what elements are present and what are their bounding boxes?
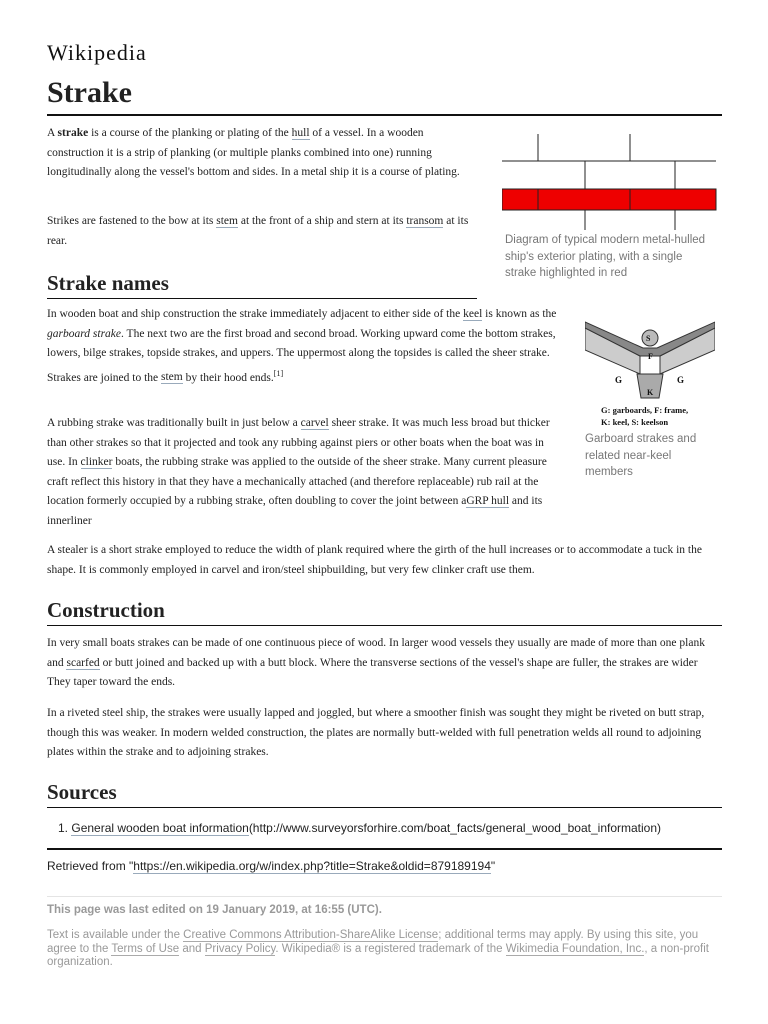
section-heading-construction: Construction bbox=[47, 598, 722, 626]
link-terms-of-use[interactable]: Terms of Use bbox=[111, 942, 180, 955]
source-url: (http://www.surveyorsforhire.com/boat_facts/general_wood_boat_information) bbox=[248, 821, 662, 835]
license-text bbox=[47, 929, 722, 970]
svg-text:S: S bbox=[646, 334, 651, 343]
label-f: F bbox=[648, 352, 653, 361]
strake-names-paragraph-1 bbox=[47, 305, 557, 388]
intro-paragraph-2 bbox=[47, 212, 477, 251]
label-g-right: G bbox=[677, 375, 685, 385]
link-stem-2[interactable]: stem bbox=[161, 371, 183, 384]
link-wikimedia[interactable]: Wikimedia Foundation, Inc. bbox=[505, 942, 645, 955]
link-grp-hull[interactable]: GRP hull bbox=[466, 495, 510, 507]
text-run: Text is available under the bbox=[47, 929, 184, 941]
divider bbox=[47, 848, 722, 850]
link-hull[interactable]: hull bbox=[291, 127, 310, 139]
citation-1[interactable]: [1] bbox=[273, 368, 284, 378]
text-run: , a non-profit organization. bbox=[47, 942, 709, 968]
text-run: of a vessel. In a wooden construction it is a strip of planking (or multiple planks combined into one) running longitudinally along the vessel's bottom and sides. In a metal ship it is a course of plating. bbox=[47, 127, 460, 178]
page-title: Strake bbox=[47, 76, 722, 116]
link-clinker[interactable]: clinker bbox=[80, 456, 113, 468]
section-heading-strake-names: Strake names bbox=[47, 271, 477, 299]
construction-paragraph-1 bbox=[47, 634, 722, 693]
text-run: A rubbing strake was traditionally built in just below a bbox=[47, 417, 301, 429]
ship-plating-diagram[interactable] bbox=[502, 134, 718, 232]
text-run: or butt joined and backed up with a butt block. Where the transverse sections of the vessel's shape are fuller, the strakes are wider They taper toward the ends. bbox=[47, 656, 698, 688]
garboard-diagram[interactable] bbox=[585, 320, 715, 432]
text-run: ; additional terms may apply. By using this site, you agree to the bbox=[47, 929, 699, 955]
source-item-1 bbox=[58, 821, 718, 835]
figure-caption-garboard: Garboard strakes and related near-keel members bbox=[585, 433, 697, 478]
text-run: . The next two are the first broad and second broad. Working upward come the bottom strakes, lowers, bilge strakes, topside strakes, and uppers. The uppermost along the topsides is called the sheer strake. Strakes are joined to the bbox=[47, 327, 556, 384]
text-run: is known as the bbox=[482, 308, 557, 320]
text-run: Retrieved from " bbox=[47, 859, 134, 873]
link-privacy-policy[interactable]: Privacy Policy bbox=[204, 942, 276, 955]
label-g-left: G bbox=[615, 375, 623, 385]
text-run: and its innerliner bbox=[47, 495, 543, 527]
strake-names-paragraph-3: A stealer is a short strake employed to reduce the width of plank required where the girth of the hull increases or to accommodate a tuck in the shape. It is commonly employed in carvel and iron/steel shipbuilding, but very few clinker craft use them. bbox=[47, 544, 702, 576]
retrieved-from bbox=[47, 859, 722, 873]
link-carvel[interactable]: carvel bbox=[300, 417, 329, 429]
figure-caption-plating: Diagram of typical modern metal-hulled ship's exterior plating, with a single strake highlighted in red bbox=[505, 234, 706, 279]
strake-names-paragraph-2 bbox=[47, 414, 557, 531]
footer-divider bbox=[47, 896, 722, 897]
wikipedia-logo[interactable]: Wikipedia bbox=[47, 40, 147, 65]
term-garboard-strake: garboard strake bbox=[47, 327, 122, 340]
text-run: Strikes are fastened to the bow at its bbox=[47, 215, 217, 227]
construction-paragraph-2: In a riveted steel ship, the strakes were usually lapped and joggled, but where a smoother finish was sought they might be riveted on butt strap, though this was weaker. In modern welded construction, the plates are normally butt-welded with full penetration welds all round to adjoining plates within the strake and to adjoining strakes. bbox=[47, 707, 705, 758]
section-heading-sources: Sources bbox=[47, 780, 722, 808]
text-run: In very small boats strakes can be made of one continuous piece of wood. In larger wood vessels they usually are made of more than one plank and bbox=[47, 637, 705, 669]
link-stem[interactable]: stem bbox=[216, 215, 238, 227]
text-run: In wooden boat and ship construction the strake immediately adjacent to either side of the bbox=[47, 308, 464, 320]
link-scarfed[interactable]: scarfed bbox=[66, 656, 100, 669]
text-run: and bbox=[179, 942, 205, 955]
retrieved-link[interactable]: https://en.wikipedia.org/w/index.php?title=Strake&oldid=879189194 bbox=[133, 859, 491, 873]
link-cc-license[interactable]: Creative Commons Attribution-ShareAlike License bbox=[183, 929, 439, 941]
link-keel[interactable]: keel bbox=[463, 308, 483, 320]
text-run: sheer strake. It was much less broad but thicker than other strakes so that it projected and took any rubbing against piers or other boats when the boat was in use. In bbox=[47, 417, 550, 468]
intro-paragraph-1 bbox=[47, 124, 477, 183]
list-number: 1. bbox=[58, 821, 69, 835]
text-run: boats, the rubbing strake was applied to the outside of the sheer strake. Many current pleasure craft reflect this history in that they have a mechanically attached (and therefore replaceable) rub rail at the location formerly occupied by a rubbing strake, often doubling to cover the joint between a bbox=[47, 456, 547, 507]
text-run: at the front of a ship and stern at its bbox=[238, 215, 407, 227]
text-run: . Wikipedia® is a registered trademark of the bbox=[275, 942, 506, 955]
highlighted-strake bbox=[502, 189, 716, 210]
link-transom[interactable]: transom bbox=[406, 215, 444, 227]
text-run: " bbox=[490, 859, 496, 873]
text-run: by their hood ends. bbox=[182, 371, 274, 384]
text-run: A bbox=[47, 127, 58, 139]
label-k: K bbox=[647, 388, 654, 397]
text-run: at its rear. bbox=[47, 215, 469, 247]
term-strake: strake bbox=[57, 127, 89, 139]
text-run: is a course of the planking or plating of the bbox=[88, 127, 292, 139]
last-edited: This page was last edited on 19 January 2019, at 16:55 (UTC). bbox=[47, 904, 382, 916]
source-link[interactable]: General wooden boat information bbox=[71, 821, 249, 835]
figure-legend: G: garboards, F: frame, K: keel, S: keelson bbox=[601, 405, 689, 427]
